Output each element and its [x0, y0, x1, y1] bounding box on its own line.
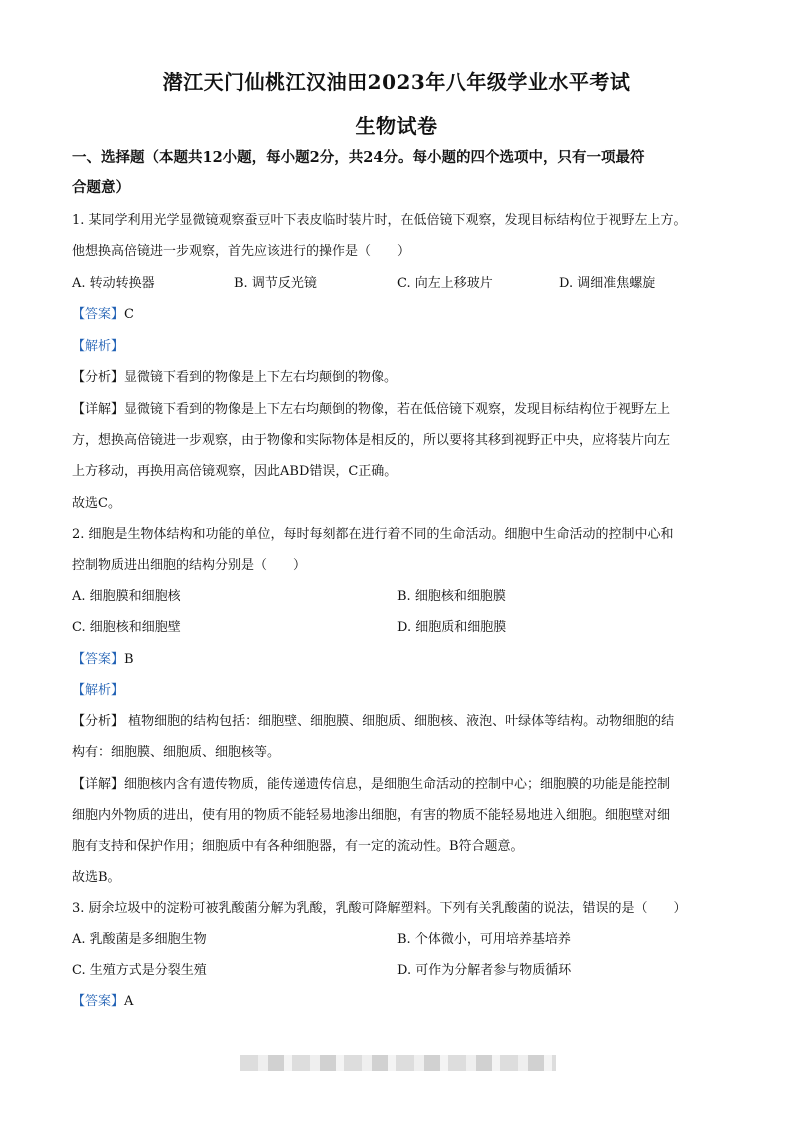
q1-xiangjie-line1 — [72, 400, 670, 420]
q1-analysis-tag: 【解析】 — [72, 339, 125, 354]
exam-title: 潜江天门仙桃江汉油田2023年八年级学业水平考试 — [162, 70, 631, 94]
q2-xiangjie-line3: 胞有支持和保护作用；细胞质中有各种细胞器，有一定的流动性。B符合题意。 — [72, 839, 524, 854]
q2-stem-line2: 控制物质进出细胞的结构分别是（ ） — [72, 558, 307, 573]
q3-stem-line1: 3. 厨余垃圾中的淀粉可被乳酸菌分解为乳酸，乳酸可降解塑料。下列有关乳酸菌的说法，错误的是（ ） — [72, 901, 687, 916]
q1-option-c: C. 向左上移玻片 — [397, 276, 493, 291]
q2-xiangjie-line2: 细胞内外物质的进出，使有用的物质不能轻易地渗出细胞，有害的物质不能轻易地进入细胞。细胞壁对细 — [72, 808, 671, 823]
q1-xiangjie-line3: 上方移动，再换用高倍镜观察，因此ABD错误，C正确。 — [72, 464, 398, 479]
fenxi-tag: 【分析】 — [72, 370, 125, 385]
answer-value: A — [124, 994, 134, 1009]
section-heading-line1: 一、选择题（本题共12小题，每小题2分，共24分。每小题的四个选项中，只有一项最符 — [72, 149, 645, 166]
q2-fenxi-line1 — [72, 712, 674, 732]
q2-answer — [72, 650, 134, 670]
q1-stem-line2: 他想换高倍镜进一步观察，首先应该进行的操作是（ ） — [72, 244, 411, 259]
q2-fenxi-line2: 构有：细胞膜、细胞质、细胞核等。 — [72, 745, 281, 760]
q2-analysis-tag: 【解析】 — [72, 683, 125, 698]
q1-stem-line1: 1. 某同学利用光学显微镜观察蚕豆叶下表皮临时装片时，在低倍镜下观察，发现目标结构位于视野左上方。 — [72, 213, 687, 228]
q2-option-d: D. 细胞质和细胞膜 — [397, 620, 507, 635]
q1-xiangjie-line2: 方，想换高倍镜进一步观察，由于物像和实际物体是相反的，所以要将其移到视野正中央，应将装片向左 — [72, 433, 671, 448]
blurred-footer-watermark — [240, 1055, 556, 1071]
q2-xiangjie-line1 — [72, 775, 670, 795]
q1-option-d: D. 调细准焦螺旋 — [559, 276, 656, 291]
fenxi-tag: 【分析】 — [72, 714, 125, 729]
q1-answer — [72, 305, 134, 325]
q2-conclusion: 故选B。 — [72, 870, 121, 885]
q2-option-c: C. 细胞核和细胞壁 — [72, 620, 181, 635]
q1-fenxi — [72, 368, 397, 388]
fenxi-text: 显微镜下看到的物像是上下左右均颠倒的物像。 — [124, 370, 398, 385]
q1-option-b: B. 调节反光镜 — [234, 276, 317, 291]
exam-subtitle: 生物试卷 — [355, 114, 438, 138]
q1-option-a: A. 转动转换器 — [72, 276, 155, 291]
q2-option-a: A. 细胞膜和细胞核 — [72, 589, 181, 604]
section-heading-line2: 合题意） — [72, 179, 130, 196]
xiangjie-tag: 【详解】 — [72, 402, 125, 417]
q3-option-a: A. 乳酸菌是多细胞生物 — [72, 932, 207, 947]
q1-conclusion: 故选C。 — [72, 496, 121, 511]
q3-option-b: B. 个体微小，可用培养基培养 — [397, 932, 571, 947]
xiangjie-text: 显微镜下看到的物像是上下左右均颠倒的物像，若在低倍镜下观察，发现目标结构位于视野左上 — [124, 402, 671, 417]
answer-value: B — [124, 652, 134, 667]
fenxi-text: 植物细胞的结构包括：细胞壁、细胞膜、细胞质、细胞核、液泡、叶绿体等结构。动物细胞的结 — [124, 714, 675, 729]
answer-tag: 【答案】 — [72, 652, 125, 667]
q3-option-d: D. 可作为分解者参与物质循环 — [397, 963, 572, 978]
answer-value: C — [124, 307, 134, 322]
q3-answer — [72, 992, 133, 1012]
q3-option-c: C. 生殖方式是分裂生殖 — [72, 963, 207, 978]
q2-option-b: B. 细胞核和细胞膜 — [397, 589, 506, 604]
xiangjie-tag: 【详解】 — [72, 777, 125, 792]
q2-stem-line1: 2. 细胞是生物体结构和功能的单位，每时每刻都在进行着不同的生命活动。细胞中生命活动的控制中心和 — [72, 527, 674, 542]
answer-tag: 【答案】 — [72, 994, 125, 1009]
xiangjie-text: 细胞核内含有遗传物质，能传递遗传信息，是细胞生命活动的控制中心；细胞膜的功能是能控制 — [124, 777, 671, 792]
answer-tag: 【答案】 — [72, 307, 125, 322]
